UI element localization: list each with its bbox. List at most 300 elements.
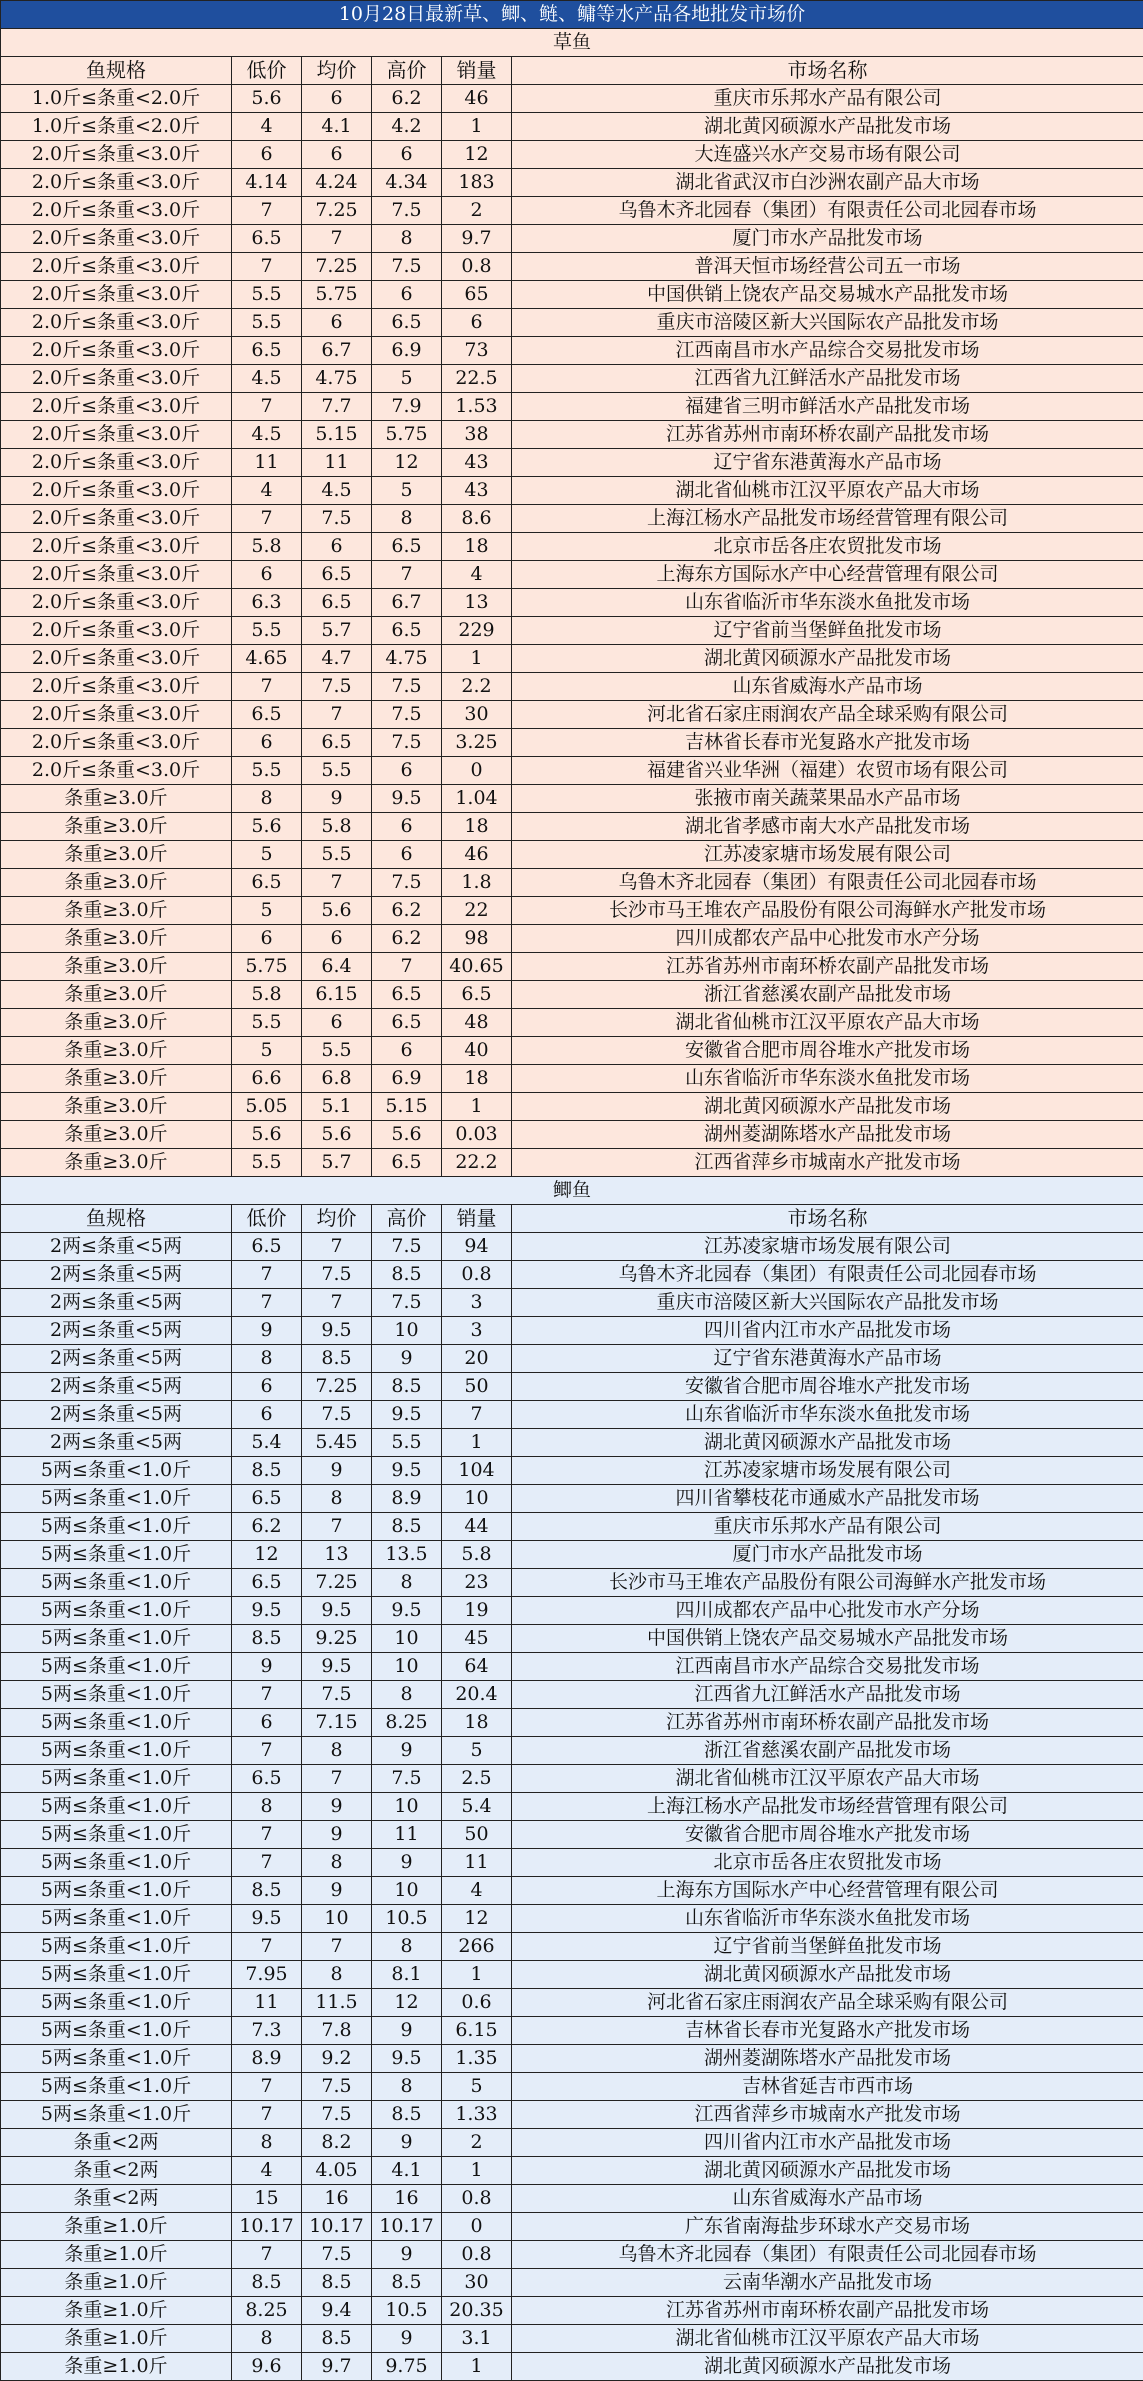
low-price-cell: 5.5	[232, 617, 302, 645]
high-price-cell: 10.5	[372, 1905, 442, 1933]
column-header: 鱼规格	[1, 57, 232, 85]
high-price-cell: 4.75	[372, 645, 442, 673]
low-price-cell: 6.5	[232, 1569, 302, 1597]
column-header-row	[1, 1205, 1143, 1233]
market-name-cell: 江苏省苏州市南环桥农副产品批发市场	[512, 1709, 1143, 1737]
low-price-cell: 11	[232, 1989, 302, 2017]
market-name-cell: 辽宁省前当堡鲜鱼批发市场	[512, 617, 1143, 645]
volume-cell: 45	[442, 1625, 512, 1653]
table-row	[1, 1625, 1143, 1653]
market-name-cell: 河北省石家庄雨润农产品全球采购有限公司	[512, 1989, 1143, 2017]
high-price-cell: 6.2	[372, 85, 442, 113]
market-name-cell: 湖北黄冈硕源水产品批发市场	[512, 2353, 1143, 2381]
volume-cell: 22	[442, 897, 512, 925]
table-row	[1, 2353, 1143, 2381]
volume-cell: 12	[442, 1905, 512, 1933]
table-row	[1, 1093, 1143, 1121]
spec-cell: 5两≤条重<1.0斤	[1, 1513, 232, 1541]
avg-price-cell: 7.5	[302, 1681, 372, 1709]
avg-price-cell: 5.6	[302, 1121, 372, 1149]
volume-cell: 13	[442, 589, 512, 617]
low-price-cell: 6.5	[232, 701, 302, 729]
high-price-cell: 9	[372, 2017, 442, 2045]
market-name-cell: 江西省九江鲜活水产品批发市场	[512, 1681, 1143, 1709]
low-price-cell: 6	[232, 925, 302, 953]
volume-cell: 40.65	[442, 953, 512, 981]
high-price-cell: 6.9	[372, 1065, 442, 1093]
table-row	[1, 253, 1143, 281]
table-row	[1, 729, 1143, 757]
high-price-cell: 10	[372, 1625, 442, 1653]
avg-price-cell: 7	[302, 701, 372, 729]
spec-cell: 条重≥3.0斤	[1, 1093, 232, 1121]
avg-price-cell: 5.45	[302, 1429, 372, 1457]
low-price-cell: 5	[232, 1037, 302, 1065]
table-row	[1, 309, 1143, 337]
spec-cell: 2.0斤≤条重<3.0斤	[1, 337, 232, 365]
low-price-cell: 6	[232, 561, 302, 589]
spec-cell: 5两≤条重<1.0斤	[1, 1457, 232, 1485]
avg-price-cell: 9.4	[302, 2297, 372, 2325]
volume-cell: 20.4	[442, 1681, 512, 1709]
high-price-cell: 8.1	[372, 1961, 442, 1989]
spec-cell: 2两≤条重<5两	[1, 1233, 232, 1261]
low-price-cell: 6.5	[232, 337, 302, 365]
market-name-cell: 湖北省仙桃市江汉平原农产品大市场	[512, 2325, 1143, 2353]
avg-price-cell: 9.2	[302, 2045, 372, 2073]
avg-price-cell: 6.5	[302, 561, 372, 589]
low-price-cell: 6	[232, 141, 302, 169]
avg-price-cell: 4.5	[302, 477, 372, 505]
market-name-cell: 山东省威海水产品市场	[512, 673, 1143, 701]
spec-cell: 条重<2两	[1, 2129, 232, 2157]
market-name-cell: 湖北省仙桃市江汉平原农产品大市场	[512, 1765, 1143, 1793]
market-name-cell: 张掖市南关蔬菜果品水产品市场	[512, 785, 1143, 813]
low-price-cell: 9.5	[232, 1597, 302, 1625]
low-price-cell: 6.3	[232, 589, 302, 617]
table-row	[1, 1737, 1143, 1765]
market-name-cell: 湖北省武汉市白沙洲农副产品大市场	[512, 169, 1143, 197]
avg-price-cell: 6.15	[302, 981, 372, 1009]
low-price-cell: 5.5	[232, 757, 302, 785]
avg-price-cell: 4.75	[302, 365, 372, 393]
market-name-cell: 厦门市水产品批发市场	[512, 225, 1143, 253]
market-name-cell: 安徽省合肥市周谷堆水产批发市场	[512, 1821, 1143, 1849]
spec-cell: 5两≤条重<1.0斤	[1, 1653, 232, 1681]
high-price-cell: 6.5	[372, 981, 442, 1009]
spec-cell: 2.0斤≤条重<3.0斤	[1, 505, 232, 533]
market-name-cell: 四川省内江市水产品批发市场	[512, 1317, 1143, 1345]
spec-cell: 5两≤条重<1.0斤	[1, 1765, 232, 1793]
low-price-cell: 7	[232, 253, 302, 281]
low-price-cell: 5.75	[232, 953, 302, 981]
table-row	[1, 2017, 1143, 2045]
spec-cell: 5两≤条重<1.0斤	[1, 2017, 232, 2045]
spec-cell: 条重≥1.0斤	[1, 2297, 232, 2325]
table-row	[1, 2129, 1143, 2157]
high-price-cell: 6.5	[372, 1009, 442, 1037]
low-price-cell: 7	[232, 1821, 302, 1849]
table-row	[1, 1317, 1143, 1345]
avg-price-cell: 7.5	[302, 2073, 372, 2101]
volume-cell: 1	[442, 113, 512, 141]
table-row	[1, 1065, 1143, 1093]
low-price-cell: 8	[232, 1793, 302, 1821]
table-row	[1, 925, 1143, 953]
market-name-cell: 江苏省苏州市南环桥农副产品批发市场	[512, 421, 1143, 449]
high-price-cell: 6.2	[372, 925, 442, 953]
spec-cell: 2.0斤≤条重<3.0斤	[1, 141, 232, 169]
volume-cell: 18	[442, 1709, 512, 1737]
high-price-cell: 7.5	[372, 1765, 442, 1793]
column-header: 鱼规格	[1, 1205, 232, 1233]
avg-price-cell: 5.7	[302, 617, 372, 645]
table-row	[1, 757, 1143, 785]
avg-price-cell: 6	[302, 85, 372, 113]
market-name-cell: 江西南昌市水产品综合交易批发市场	[512, 337, 1143, 365]
market-name-cell: 江西省萍乡市城南水产批发市场	[512, 2101, 1143, 2129]
spec-cell: 5两≤条重<1.0斤	[1, 1849, 232, 1877]
avg-price-cell: 8	[302, 1961, 372, 1989]
spec-cell: 条重≥3.0斤	[1, 785, 232, 813]
table-row	[1, 1709, 1143, 1737]
low-price-cell: 8	[232, 2325, 302, 2353]
spec-cell: 2.0斤≤条重<3.0斤	[1, 421, 232, 449]
volume-cell: 20.35	[442, 2297, 512, 2325]
high-price-cell: 8	[372, 225, 442, 253]
avg-price-cell: 8	[302, 1849, 372, 1877]
avg-price-cell: 5.5	[302, 1037, 372, 1065]
table-row	[1, 1877, 1143, 1905]
volume-cell: 50	[442, 1821, 512, 1849]
spec-cell: 5两≤条重<1.0斤	[1, 1905, 232, 1933]
volume-cell: 98	[442, 925, 512, 953]
volume-cell: 1	[442, 1429, 512, 1457]
low-price-cell: 4.65	[232, 645, 302, 673]
avg-price-cell: 4.05	[302, 2157, 372, 2185]
spec-cell: 2.0斤≤条重<3.0斤	[1, 225, 232, 253]
high-price-cell: 9.75	[372, 2353, 442, 2381]
high-price-cell: 9.5	[372, 1597, 442, 1625]
market-name-cell: 湖北省孝感市南大水产品批发市场	[512, 813, 1143, 841]
table-row	[1, 2157, 1143, 2185]
market-name-cell: 吉林省长春市光复路水产批发市场	[512, 2017, 1143, 2045]
volume-cell: 6.15	[442, 2017, 512, 2045]
table-row	[1, 1541, 1143, 1569]
high-price-cell: 10	[372, 1793, 442, 1821]
spec-cell: 2.0斤≤条重<3.0斤	[1, 169, 232, 197]
table-row	[1, 1401, 1143, 1429]
volume-cell: 266	[442, 1933, 512, 1961]
market-name-cell: 四川成都农产品中心批发市水产分场	[512, 1597, 1143, 1625]
low-price-cell: 6.5	[232, 1233, 302, 1261]
market-name-cell: 中国供销上饶农产品交易城水产品批发市场	[512, 1625, 1143, 1653]
low-price-cell: 7	[232, 505, 302, 533]
high-price-cell: 5	[372, 477, 442, 505]
high-price-cell: 9.5	[372, 1401, 442, 1429]
low-price-cell: 7	[232, 393, 302, 421]
high-price-cell: 6.5	[372, 617, 442, 645]
high-price-cell: 5.75	[372, 421, 442, 449]
volume-cell: 6	[442, 309, 512, 337]
avg-price-cell: 9	[302, 1457, 372, 1485]
volume-cell: 0.03	[442, 1121, 512, 1149]
volume-cell: 1.33	[442, 2101, 512, 2129]
avg-price-cell: 6.4	[302, 953, 372, 981]
spec-cell: 2.0斤≤条重<3.0斤	[1, 253, 232, 281]
low-price-cell: 11	[232, 449, 302, 477]
spec-cell: 条重≥1.0斤	[1, 2353, 232, 2381]
market-name-cell: 湖北黄冈硕源水产品批发市场	[512, 2157, 1143, 2185]
volume-cell: 10	[442, 1485, 512, 1513]
high-price-cell: 8	[372, 2073, 442, 2101]
column-header: 高价	[372, 1205, 442, 1233]
low-price-cell: 7.95	[232, 1961, 302, 1989]
volume-cell: 5	[442, 2073, 512, 2101]
volume-cell: 1	[442, 2353, 512, 2381]
low-price-cell: 5.6	[232, 85, 302, 113]
spec-cell: 条重<2两	[1, 2185, 232, 2213]
spec-cell: 5两≤条重<1.0斤	[1, 1709, 232, 1737]
table-row	[1, 505, 1143, 533]
market-name-cell: 四川成都农产品中心批发市水产分场	[512, 925, 1143, 953]
volume-cell: 73	[442, 337, 512, 365]
market-name-cell: 山东省临沂市华东淡水鱼批发市场	[512, 1065, 1143, 1093]
volume-cell: 94	[442, 1233, 512, 1261]
volume-cell: 4	[442, 561, 512, 589]
market-name-cell: 吉林省延吉市西市场	[512, 2073, 1143, 2101]
volume-cell: 50	[442, 1373, 512, 1401]
market-name-cell: 乌鲁木齐北园春（集团）有限责任公司北园春市场	[512, 2241, 1143, 2269]
volume-cell: 12	[442, 141, 512, 169]
market-name-cell: 上海东方国际水产中心经营管理有限公司	[512, 1877, 1143, 1905]
spec-cell: 5两≤条重<1.0斤	[1, 1793, 232, 1821]
section-title: 鲫鱼	[1, 1177, 1143, 1205]
avg-price-cell: 8.2	[302, 2129, 372, 2157]
table-row	[1, 1569, 1143, 1597]
avg-price-cell: 8	[302, 1485, 372, 1513]
high-price-cell: 5.5	[372, 1429, 442, 1457]
avg-price-cell: 6.5	[302, 729, 372, 757]
table-row	[1, 2325, 1143, 2353]
volume-cell: 183	[442, 169, 512, 197]
high-price-cell: 7.5	[372, 673, 442, 701]
volume-cell: 46	[442, 841, 512, 869]
column-header: 市场名称	[512, 57, 1143, 85]
low-price-cell: 7	[232, 1261, 302, 1289]
high-price-cell: 7.5	[372, 253, 442, 281]
low-price-cell: 10.17	[232, 2213, 302, 2241]
table-row	[1, 1485, 1143, 1513]
avg-price-cell: 4.24	[302, 169, 372, 197]
low-price-cell: 7	[232, 1933, 302, 1961]
high-price-cell: 6	[372, 141, 442, 169]
high-price-cell: 8	[372, 505, 442, 533]
market-name-cell: 大连盛兴水产交易市场有限公司	[512, 141, 1143, 169]
table-row	[1, 1653, 1143, 1681]
volume-cell: 40	[442, 1037, 512, 1065]
market-name-cell: 云南华潮水产品批发市场	[512, 2269, 1143, 2297]
spec-cell: 2.0斤≤条重<3.0斤	[1, 449, 232, 477]
market-name-cell: 辽宁省东港黄海水产品市场	[512, 1345, 1143, 1373]
avg-price-cell: 9	[302, 1877, 372, 1905]
high-price-cell: 8	[372, 1681, 442, 1709]
low-price-cell: 5.5	[232, 281, 302, 309]
high-price-cell: 6	[372, 841, 442, 869]
low-price-cell: 12	[232, 1541, 302, 1569]
spec-cell: 条重≥1.0斤	[1, 2325, 232, 2353]
high-price-cell: 9	[372, 1737, 442, 1765]
avg-price-cell: 7.25	[302, 1569, 372, 1597]
table-row	[1, 561, 1143, 589]
high-price-cell: 10	[372, 1317, 442, 1345]
table-row	[1, 1429, 1143, 1457]
table-row	[1, 981, 1143, 1009]
low-price-cell: 8.5	[232, 2269, 302, 2297]
avg-price-cell: 4.1	[302, 113, 372, 141]
volume-cell: 18	[442, 813, 512, 841]
avg-price-cell: 7.5	[302, 1261, 372, 1289]
low-price-cell: 6.2	[232, 1513, 302, 1541]
market-name-cell: 山东省临沂市华东淡水鱼批发市场	[512, 1401, 1143, 1429]
table-row	[1, 1037, 1143, 1065]
spec-cell: 2.0斤≤条重<3.0斤	[1, 393, 232, 421]
volume-cell: 5.4	[442, 1793, 512, 1821]
table-row	[1, 2213, 1143, 2241]
table-row	[1, 1149, 1143, 1177]
spec-cell: 条重≥3.0斤	[1, 841, 232, 869]
volume-cell: 43	[442, 449, 512, 477]
volume-cell: 0.8	[442, 1261, 512, 1289]
low-price-cell: 7	[232, 1849, 302, 1877]
volume-cell: 23	[442, 1569, 512, 1597]
low-price-cell: 6.5	[232, 1765, 302, 1793]
high-price-cell: 6	[372, 813, 442, 841]
high-price-cell: 9	[372, 1849, 442, 1877]
table-row	[1, 1597, 1143, 1625]
high-price-cell: 7	[372, 561, 442, 589]
avg-price-cell: 11	[302, 449, 372, 477]
avg-price-cell: 7.5	[302, 2241, 372, 2269]
market-name-cell: 江苏凌家塘市场发展有限公司	[512, 1233, 1143, 1261]
low-price-cell: 8.5	[232, 1457, 302, 1485]
high-price-cell: 6.5	[372, 533, 442, 561]
spec-cell: 5两≤条重<1.0斤	[1, 1877, 232, 1905]
low-price-cell: 8.5	[232, 1877, 302, 1905]
page-title: 10月28日最新草、鲫、鲢、鳙等水产品各地批发市场价	[1, 1, 1143, 29]
avg-price-cell: 6	[302, 925, 372, 953]
market-name-cell: 中国供销上饶农产品交易城水产品批发市场	[512, 281, 1143, 309]
spec-cell: 2.0斤≤条重<3.0斤	[1, 757, 232, 785]
market-name-cell: 浙江省慈溪农副产品批发市场	[512, 1737, 1143, 1765]
volume-cell: 1	[442, 645, 512, 673]
market-name-cell: 江西省萍乡市城南水产批发市场	[512, 1149, 1143, 1177]
high-price-cell: 6	[372, 281, 442, 309]
column-header: 市场名称	[512, 1205, 1143, 1233]
low-price-cell: 8.9	[232, 2045, 302, 2073]
table-row	[1, 1849, 1143, 1877]
volume-cell: 1	[442, 2157, 512, 2185]
avg-price-cell: 5.75	[302, 281, 372, 309]
volume-cell: 20	[442, 1345, 512, 1373]
table-row	[1, 393, 1143, 421]
market-name-cell: 辽宁省前当堡鲜鱼批发市场	[512, 1933, 1143, 1961]
avg-price-cell: 9	[302, 1821, 372, 1849]
low-price-cell: 6.5	[232, 1485, 302, 1513]
low-price-cell: 15	[232, 2185, 302, 2213]
high-price-cell: 6	[372, 757, 442, 785]
volume-cell: 30	[442, 2269, 512, 2297]
volume-cell: 44	[442, 1513, 512, 1541]
spec-cell: 条重<2两	[1, 2157, 232, 2185]
table-row	[1, 2045, 1143, 2073]
spec-cell: 5两≤条重<1.0斤	[1, 1681, 232, 1709]
high-price-cell: 6.9	[372, 337, 442, 365]
spec-cell: 2.0斤≤条重<3.0斤	[1, 617, 232, 645]
market-name-cell: 普洱天恒市场经营公司五一市场	[512, 253, 1143, 281]
table-row	[1, 421, 1143, 449]
market-name-cell: 湖北黄冈硕源水产品批发市场	[512, 645, 1143, 673]
table-row	[1, 1457, 1143, 1485]
high-price-cell: 9.5	[372, 2045, 442, 2073]
low-price-cell: 5.8	[232, 981, 302, 1009]
high-price-cell: 7.5	[372, 197, 442, 225]
spec-cell: 5两≤条重<1.0斤	[1, 1961, 232, 1989]
low-price-cell: 5	[232, 841, 302, 869]
avg-price-cell: 8.5	[302, 1345, 372, 1373]
market-name-cell: 湖北省仙桃市江汉平原农产品大市场	[512, 477, 1143, 505]
avg-price-cell: 10.17	[302, 2213, 372, 2241]
volume-cell: 1.04	[442, 785, 512, 813]
spec-cell: 5两≤条重<1.0斤	[1, 2045, 232, 2073]
volume-cell: 0.8	[442, 253, 512, 281]
volume-cell: 46	[442, 85, 512, 113]
high-price-cell: 9	[372, 2241, 442, 2269]
table-row	[1, 1793, 1143, 1821]
high-price-cell: 10.5	[372, 2297, 442, 2325]
avg-price-cell: 7.5	[302, 2101, 372, 2129]
table-row	[1, 1961, 1143, 1989]
market-name-cell: 辽宁省东港黄海水产品市场	[512, 449, 1143, 477]
high-price-cell: 6.5	[372, 1149, 442, 1177]
avg-price-cell: 9	[302, 785, 372, 813]
spec-cell: 5两≤条重<1.0斤	[1, 1597, 232, 1625]
spec-cell: 条重≥3.0斤	[1, 981, 232, 1009]
volume-cell: 0	[442, 2213, 512, 2241]
table-row	[1, 477, 1143, 505]
market-name-cell: 江苏凌家塘市场发展有限公司	[512, 841, 1143, 869]
high-price-cell: 12	[372, 1989, 442, 2017]
volume-cell: 38	[442, 421, 512, 449]
avg-price-cell: 11.5	[302, 1989, 372, 2017]
high-price-cell: 8.5	[372, 1261, 442, 1289]
table-row	[1, 225, 1143, 253]
spec-cell: 2.0斤≤条重<3.0斤	[1, 673, 232, 701]
avg-price-cell: 8.5	[302, 2269, 372, 2297]
high-price-cell: 9	[372, 1345, 442, 1373]
high-price-cell: 6.7	[372, 589, 442, 617]
spec-cell: 条重≥3.0斤	[1, 813, 232, 841]
avg-price-cell: 5.5	[302, 757, 372, 785]
table-row	[1, 841, 1143, 869]
table-row	[1, 1821, 1143, 1849]
volume-cell: 30	[442, 701, 512, 729]
volume-cell: 1.8	[442, 869, 512, 897]
spec-cell: 2.0斤≤条重<3.0斤	[1, 589, 232, 617]
spec-cell: 5两≤条重<1.0斤	[1, 1485, 232, 1513]
low-price-cell: 6	[232, 1709, 302, 1737]
spec-cell: 条重≥3.0斤	[1, 897, 232, 925]
